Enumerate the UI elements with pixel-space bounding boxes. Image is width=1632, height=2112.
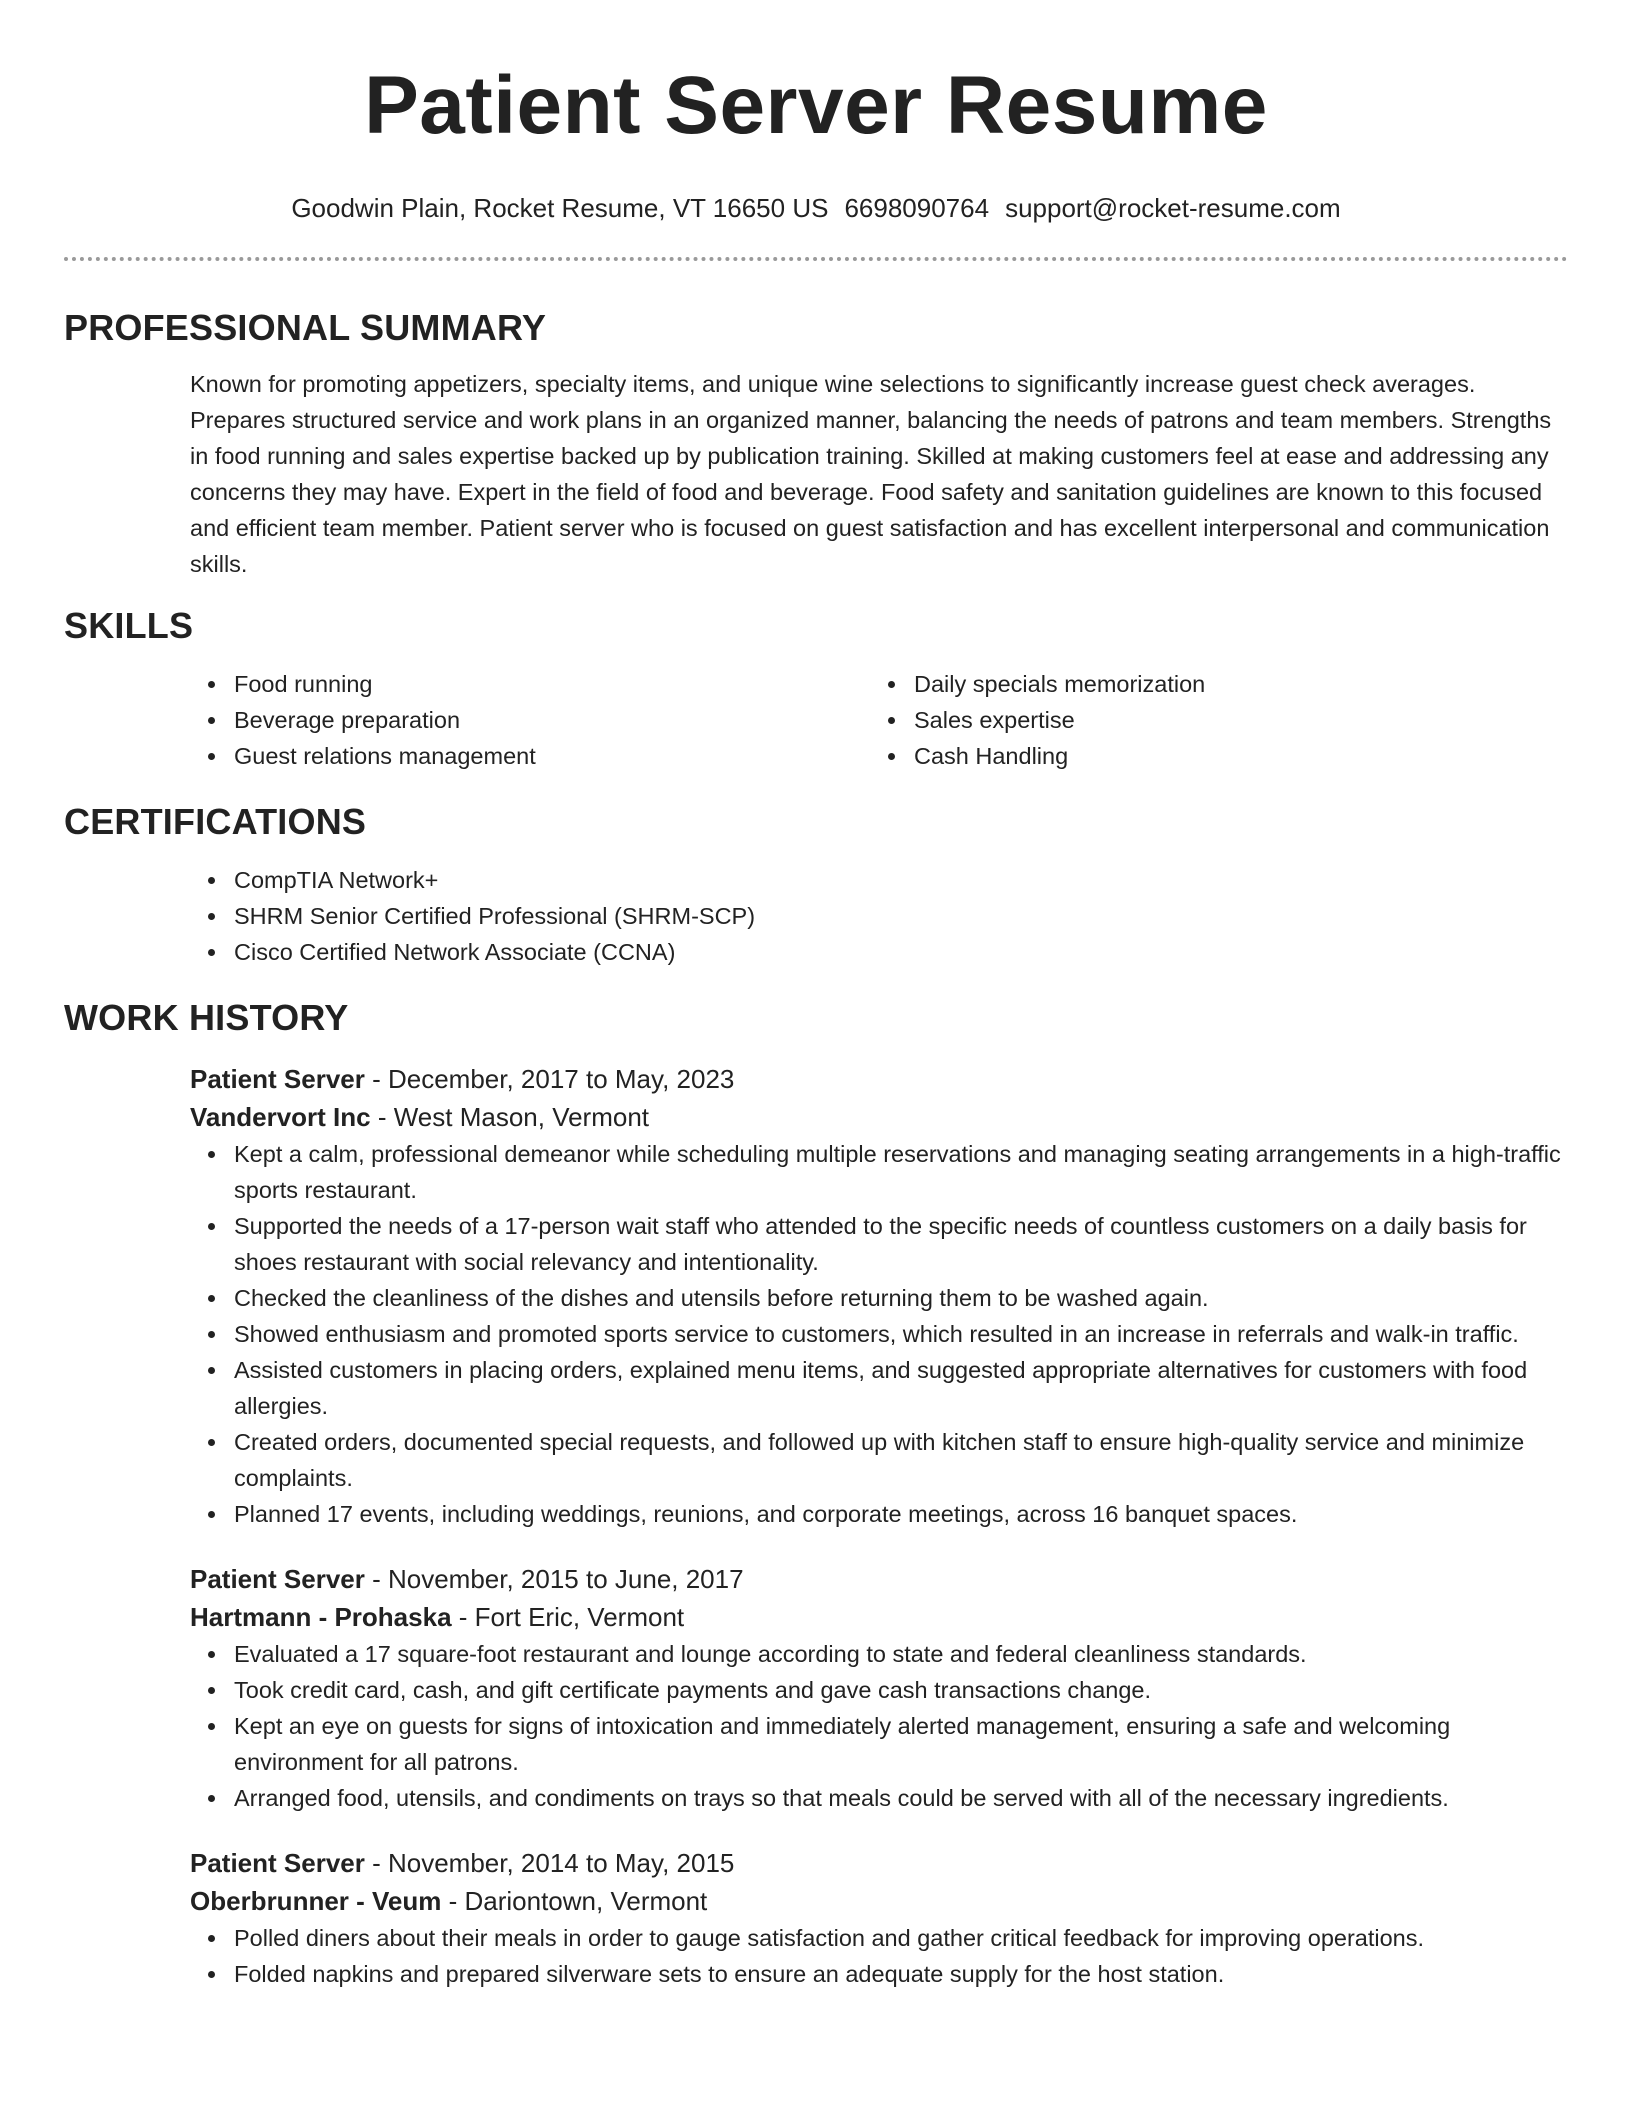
job-duty-item: Arranged food, utensils, and condiments on trays so that meals could be served with all of the necessary ingredients. — [234, 1780, 1568, 1816]
skill-item: Guest relations management — [234, 738, 870, 774]
job-title-line — [190, 1844, 1568, 1882]
job-duty-item: Created orders, documented special requests, and followed up with kitchen staff to ensure high-quality service and minimize complaints. — [234, 1424, 1568, 1496]
job-company: Hartmann - Prohaska — [190, 1602, 452, 1632]
skill-item: Food running — [234, 666, 870, 702]
job-title: Patient Server — [190, 1564, 365, 1594]
job-location: - West Mason, Vermont — [370, 1102, 650, 1132]
job-duty-item: Supported the needs of a 17-person wait staff who attended to the specific needs of countless customers on a daily basis for shoes restaurant with social relevancy and intentionality. — [234, 1208, 1568, 1280]
job-title-line — [190, 1560, 1568, 1598]
contact-email: support@rocket-resume.com — [1005, 193, 1341, 223]
job-duties-list — [190, 1636, 1568, 1816]
contact-line — [64, 192, 1568, 224]
certification-item: Cisco Certified Network Associate (CCNA) — [234, 934, 1568, 970]
job-dates: - December, 2017 to May, 2023 — [364, 1064, 735, 1094]
skill-item: Cash Handling — [914, 738, 1568, 774]
job-duties-list — [190, 1920, 1568, 1992]
job-duty-item: Kept a calm, professional demeanor while scheduling multiple reservations and managing seating arrangements in a high-traffic sports restaurant. — [234, 1136, 1568, 1208]
skill-item: Beverage preparation — [234, 702, 870, 738]
job-entry — [190, 1844, 1568, 1992]
certifications-body — [190, 862, 1568, 970]
certification-item: SHRM Senior Certified Professional (SHRM-SCP) — [234, 898, 1568, 934]
job-location: - Fort Eric, Vermont — [451, 1602, 685, 1632]
job-duties-list — [190, 1136, 1568, 1532]
skills-list-left — [190, 666, 870, 774]
certifications-list — [190, 862, 1568, 970]
work-history-heading: WORK HISTORY — [64, 997, 349, 1038]
job-duty-item: Planned 17 events, including weddings, reunions, and corporate meetings, across 16 banquet spaces. — [234, 1496, 1568, 1532]
job-location: - Dariontown, Vermont — [441, 1886, 708, 1916]
job-entry — [190, 1060, 1568, 1532]
job-title: Patient Server — [190, 1848, 365, 1878]
job-dates: - November, 2015 to June, 2017 — [364, 1564, 744, 1594]
job-company-line — [190, 1098, 1568, 1136]
job-company-line — [190, 1882, 1568, 1920]
summary-text: Known for promoting appetizers, specialty items, and unique wine selections to significantly increase guest check averages. Prepares structured service and work plans in an organized manner, balancing the needs of patrons and team members. Strengths in food running and sales expertise backed up by publication training. Skilled at making customers feel at ease and addressing any concerns they may have. Expert in the field of food and beverage. Food safety and sanitation guidelines are known to this focused and efficient team member. Patient server who is focused on guest satisfaction and has excellent interpersonal and communication skills. — [190, 371, 1552, 577]
skills-heading: SKILLS — [64, 605, 194, 646]
job-title-line — [190, 1060, 1568, 1098]
job-duty-item: Folded napkins and prepared silverware sets to ensure an adequate supply for the host station. — [234, 1956, 1568, 1992]
job-title: Patient Server — [190, 1064, 365, 1094]
certification-item: CompTIA Network+ — [234, 862, 1568, 898]
skill-item: Sales expertise — [914, 702, 1568, 738]
job-dates: - November, 2014 to May, 2015 — [364, 1848, 735, 1878]
job-duty-item: Took credit card, cash, and gift certificate payments and gave cash transactions change. — [234, 1672, 1568, 1708]
contact-address: Goodwin Plain, Rocket Resume, VT 16650 US — [291, 193, 829, 223]
skill-item: Daily specials memorization — [914, 666, 1568, 702]
header-divider — [64, 257, 1568, 261]
job-duty-item: Assisted customers in placing orders, explained menu items, and suggested appropriate alternatives for customers with food allergies. — [234, 1352, 1568, 1424]
skills-list-right — [870, 666, 1568, 774]
job-duty-item: Polled diners about their meals in order to gauge satisfaction and gather critical feedback for improving operations. — [234, 1920, 1568, 1956]
certifications-heading: CERTIFICATIONS — [64, 801, 367, 842]
job-entry — [190, 1560, 1568, 1816]
job-company: Vandervort Inc — [190, 1102, 371, 1132]
summary-heading: PROFESSIONAL SUMMARY — [64, 307, 547, 348]
skills-grid — [190, 666, 1568, 774]
job-company: Oberbrunner - Veum — [190, 1886, 442, 1916]
job-duty-item: Showed enthusiasm and promoted sports service to customers, which resulted in an increase in referrals and walk-in traffic. — [234, 1316, 1568, 1352]
job-duty-item: Kept an eye on guests for signs of intoxication and immediately alerted management, ensuring a safe and welcoming environment for all patrons. — [234, 1708, 1568, 1780]
job-company-line — [190, 1598, 1568, 1636]
resume-title: Patient Server Resume — [364, 60, 1268, 151]
contact-phone: 6698090764 — [844, 193, 990, 223]
job-duty-item: Evaluated a 17 square-foot restaurant and lounge according to state and federal cleanliness standards. — [234, 1636, 1568, 1672]
job-duty-item: Checked the cleanliness of the dishes and utensils before returning them to be washed again. — [234, 1280, 1568, 1316]
